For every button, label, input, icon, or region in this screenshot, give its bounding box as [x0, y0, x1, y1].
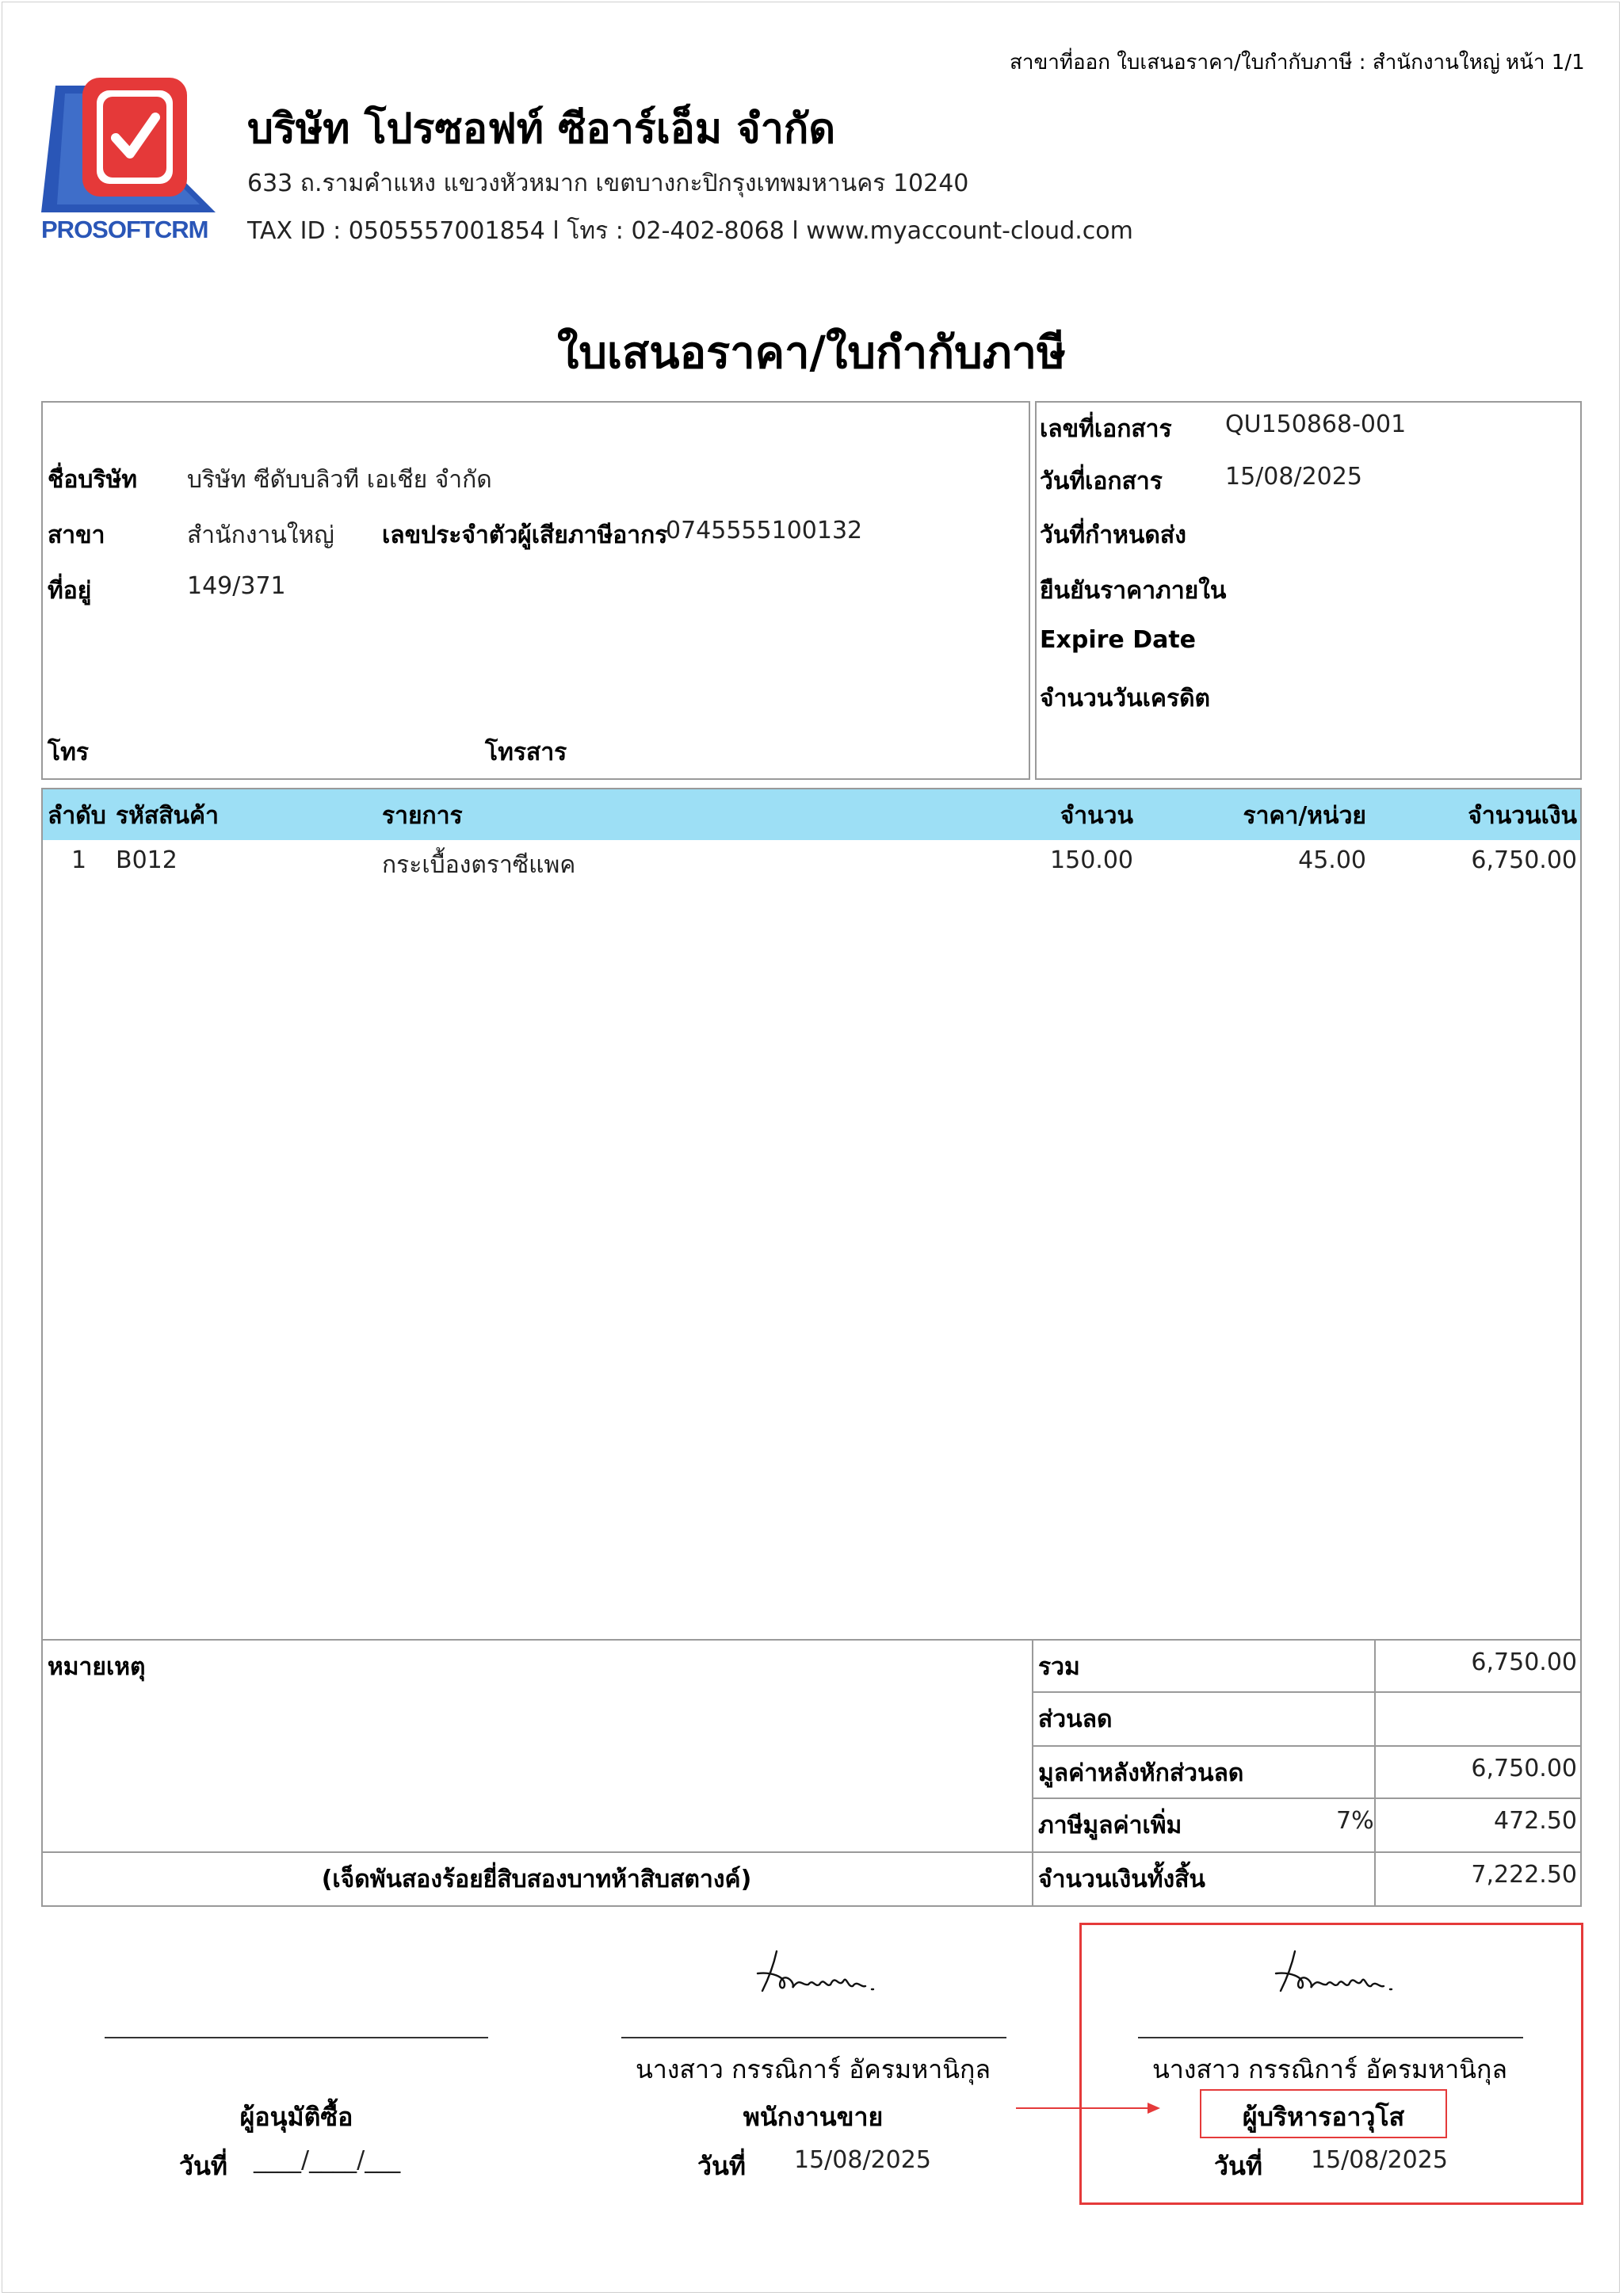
customer-address-label: ที่อยู่	[48, 577, 92, 605]
manager-name: นางสาว กรรณิการ์ อัครมหานิกุล	[1151, 2054, 1508, 2084]
company-name: บริษัท โปรซอฟท์ ซีอาร์เอ็ม จำกัด	[247, 105, 836, 153]
sales-date-label: วันที่	[697, 2151, 746, 2181]
row-amount: 6,750.00	[1471, 846, 1577, 874]
handwritten-signature-icon	[753, 1942, 880, 2005]
customer-taxid-value: 0745555100132	[666, 517, 863, 544]
after-discount-label: มูลค่าหลังหักส่วนลด	[1038, 1759, 1244, 1787]
customer-branch-value: สำนักงานใหญ่	[187, 521, 334, 549]
customer-branch-label: สาขา	[48, 521, 105, 549]
branch-issue-text: สาขาที่ออก ใบเสนอราคา/ใบกำกับภาษี : สำนักงานใหญ่	[1010, 51, 1500, 74]
row-price: 45.00	[1298, 846, 1366, 874]
summary-row-line	[1032, 1797, 1582, 1799]
col-header-price: ราคา/หน่วย	[1243, 802, 1366, 830]
sales-role: พนักงานขาย	[743, 2102, 884, 2132]
sales-signature-line	[621, 2037, 1006, 2038]
col-header-desc: รายการ	[382, 802, 463, 830]
handwritten-signature-icon	[1271, 1942, 1398, 2005]
customer-company-label: ชื่อบริษัท	[48, 466, 138, 494]
vat-label: ภาษีมูลค่าเพิ่ม	[1038, 1812, 1182, 1839]
sales-name: นางสาว กรรณิการ์ อัครมหานิกุล	[635, 2054, 991, 2084]
buyer-role: ผู้อนุมัติซื้อ	[239, 2102, 353, 2132]
summary-divider	[1032, 1639, 1033, 1907]
items-table	[41, 788, 1582, 1641]
col-header-amount: จำนวนเงิน	[1468, 802, 1577, 830]
col-header-code: รหัสสินค้า	[116, 802, 219, 830]
delivery-date-label: วันที่กำหนดส่ง	[1040, 521, 1186, 549]
customer-company-value: บริษัท ซีดับบลิวที เอเชีย จำกัด	[187, 466, 492, 494]
discount-label: ส่วนลด	[1038, 1706, 1113, 1733]
col-header-no: ลำดับ	[48, 802, 106, 830]
credit-days-label: จำนวนวันเครดิต	[1040, 685, 1211, 712]
manager-signature-image	[1271, 1942, 1398, 2005]
buyer-date-label: วันที่	[179, 2151, 227, 2181]
document-title: ใบเสนอราคา/ใบกำกับภาษี	[557, 327, 1066, 379]
total-value: 6,750.00	[1471, 1648, 1577, 1676]
buyer-signature-line	[105, 2037, 488, 2038]
sales-signature-image	[753, 1942, 880, 2005]
doc-no-label: เลขที่เอกสาร	[1040, 415, 1172, 443]
logo-text: PROSOFTCRM	[41, 216, 208, 243]
row-qty: 150.00	[1050, 846, 1133, 874]
grand-total-value: 7,222.50	[1471, 1861, 1577, 1889]
summary-row-line	[41, 1851, 1582, 1853]
doc-date-value: 15/08/2025	[1225, 463, 1362, 491]
confirm-price-label: ยืนยันราคาภายใน	[1040, 577, 1227, 605]
company-logo	[41, 70, 223, 244]
customer-phone-label: โทร	[48, 739, 90, 766]
manager-signature-line	[1138, 2037, 1523, 2038]
company-contact: TAX ID : 0505557001854 l โทร : 02-402-8068 l www.myaccount-cloud.com	[247, 217, 1133, 245]
total-label: รวม	[1038, 1653, 1080, 1681]
summary-row-line	[1032, 1691, 1582, 1693]
manager-role: ผู้บริหารอาวุโส	[1242, 2102, 1405, 2132]
customer-address-value: 149/371	[187, 572, 286, 600]
row-code: B012	[116, 846, 178, 874]
manager-date-value: 15/08/2025	[1311, 2146, 1448, 2174]
customer-taxid-label: เลขประจำตัวผู้เสียภาษีอากร	[382, 521, 668, 549]
doc-no-value: QU150868-001	[1225, 411, 1407, 438]
vat-value: 472.50	[1494, 1807, 1577, 1835]
amount-in-words: (เจ็ดพันสองร้อยยี่สิบสองบาทห้าสิบสตางค์)	[321, 1866, 752, 1893]
row-no: 1	[71, 846, 87, 874]
doc-date-label: วันที่เอกสาร	[1040, 468, 1163, 495]
row-desc: กระเบื้องตราซีแพค	[382, 851, 576, 879]
manager-date-label: วันที่	[1214, 2151, 1262, 2181]
after-discount-value: 6,750.00	[1471, 1755, 1577, 1782]
sales-date-value: 15/08/2025	[794, 2146, 931, 2174]
buyer-date-value: ____/____/___	[254, 2146, 401, 2174]
expire-date-label: Expire Date	[1040, 626, 1197, 654]
col-header-qty: จำนวน	[1060, 802, 1133, 830]
remark-label: หมายเหตุ	[48, 1653, 146, 1681]
vat-rate: 7%	[1336, 1807, 1374, 1835]
company-address: 633 ถ.รามคำแหง แขวงหัวหมาก เขตบางกะปิกรุงเทพมหานคร 10240	[247, 170, 969, 197]
customer-fax-label: โทรสาร	[485, 739, 567, 766]
page-number: หน้า 1/1	[1506, 51, 1585, 74]
summary-row-line	[1032, 1745, 1582, 1747]
grand-total-label: จำนวนเงินทั้งสิ้น	[1038, 1866, 1205, 1893]
